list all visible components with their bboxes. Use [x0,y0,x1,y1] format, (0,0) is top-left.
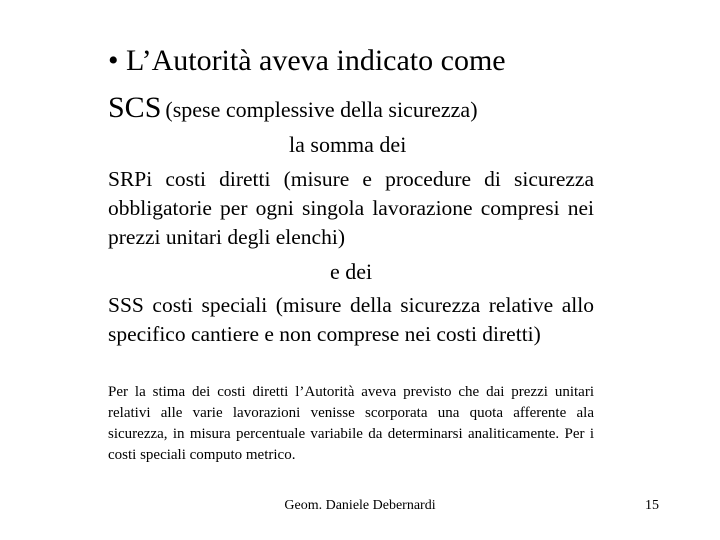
scs-description: (spese complessive della sicurezza) [165,97,478,122]
scs-acronym: SCS [108,91,162,124]
srpi-paragraph: SRPi costi diretti (misure e procedure di sicurezza obbligatorie per ogni singola lavorazione compresi nei prezzi unitari degli elenchi) [108,167,594,249]
sss-paragraph: SSS costi speciali (misure della sicurezza relative allo specifico cantiere e non comprese nei costi diretti) [108,293,594,346]
connector-e-dei: e dei [330,259,373,284]
footer-author: Geom. Daniele Debernardi [284,498,436,513]
scs-line [108,88,478,133]
connector-somma: la somma dei [289,132,407,157]
bullet-heading: • L’Autorità aveva indicato come [108,44,506,77]
note-paragraph: Per la stima dei costi diretti l’Autorità aveva previsto che dai prezzi unitari relativi alle varie lavorazioni venisse scorporata una quota afferente ala sicurezza, in misura percentuale variabile da determinarsi analiticamente. Per i costi speciali computo metrico. [108,384,594,463]
page-number: 15 [645,498,659,513]
